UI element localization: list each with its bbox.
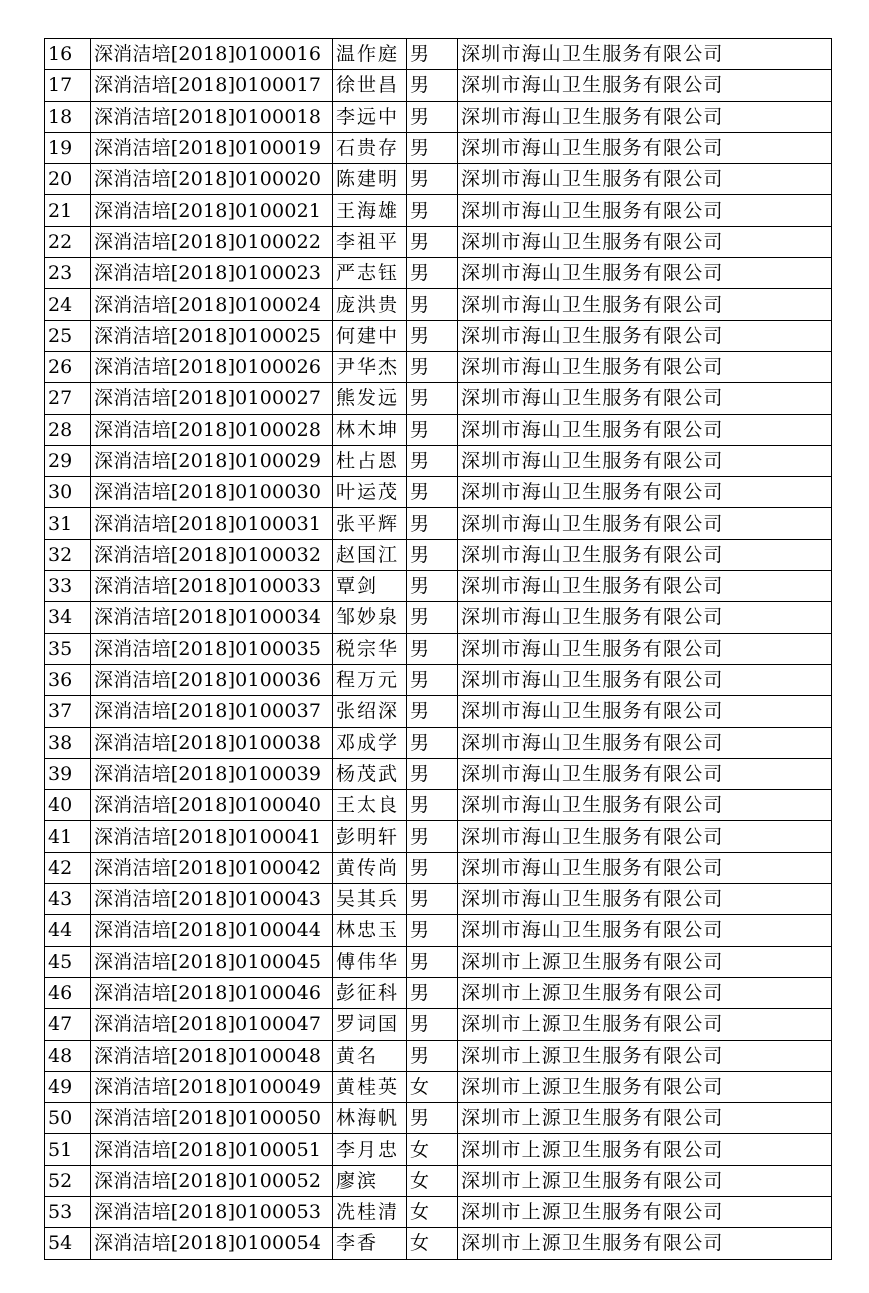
certificate-number-cell: 深消洁培[2018]0100028 bbox=[91, 414, 333, 445]
table-row bbox=[45, 571, 832, 602]
table-row bbox=[45, 383, 832, 414]
gender-cell: 男 bbox=[407, 1103, 458, 1134]
certificate-number-cell: 深消洁培[2018]0100037 bbox=[91, 696, 333, 727]
certificate-number-cell: 深消洁培[2018]0100051 bbox=[91, 1134, 333, 1165]
company-name-cell: 深圳市海山卫生服务有限公司 bbox=[458, 289, 832, 320]
row-number-cell: 52 bbox=[45, 1165, 91, 1196]
company-name-cell: 深圳市海山卫生服务有限公司 bbox=[458, 164, 832, 195]
gender-cell: 男 bbox=[407, 915, 458, 946]
certificate-number-cell: 深消洁培[2018]0100016 bbox=[91, 39, 333, 70]
gender-cell: 男 bbox=[407, 445, 458, 476]
company-name-cell: 深圳市海山卫生服务有限公司 bbox=[458, 258, 832, 289]
gender-cell: 女 bbox=[407, 1196, 458, 1227]
gender-cell: 男 bbox=[407, 727, 458, 758]
gender-cell: 男 bbox=[407, 477, 458, 508]
gender-cell: 男 bbox=[407, 977, 458, 1008]
row-number-cell: 53 bbox=[45, 1196, 91, 1227]
gender-cell: 男 bbox=[407, 852, 458, 883]
person-name-cell: 叶运茂 bbox=[333, 477, 407, 508]
company-name-cell: 深圳市海山卫生服务有限公司 bbox=[458, 383, 832, 414]
company-name-cell: 深圳市海山卫生服务有限公司 bbox=[458, 101, 832, 132]
certificate-number-cell: 深消洁培[2018]0100044 bbox=[91, 915, 333, 946]
row-number-cell: 17 bbox=[45, 70, 91, 101]
certificate-number-cell: 深消洁培[2018]0100034 bbox=[91, 602, 333, 633]
gender-cell: 女 bbox=[407, 1165, 458, 1196]
person-name-cell: 杜占恩 bbox=[333, 445, 407, 476]
company-name-cell: 深圳市海山卫生服务有限公司 bbox=[458, 414, 832, 445]
certificate-number-cell: 深消洁培[2018]0100021 bbox=[91, 195, 333, 226]
row-number-cell: 39 bbox=[45, 758, 91, 789]
company-name-cell: 深圳市海山卫生服务有限公司 bbox=[458, 195, 832, 226]
company-name-cell: 深圳市海山卫生服务有限公司 bbox=[458, 696, 832, 727]
person-name-cell: 黄桂英 bbox=[333, 1071, 407, 1102]
person-name-cell: 廖滨 bbox=[333, 1165, 407, 1196]
person-name-cell: 税宗华 bbox=[333, 633, 407, 664]
certificate-number-cell: 深消洁培[2018]0100030 bbox=[91, 477, 333, 508]
company-name-cell: 深圳市上源卫生服务有限公司 bbox=[458, 1009, 832, 1040]
table-row bbox=[45, 101, 832, 132]
certificate-number-cell: 深消洁培[2018]0100032 bbox=[91, 539, 333, 570]
person-name-cell: 邹妙泉 bbox=[333, 602, 407, 633]
row-number-cell: 16 bbox=[45, 39, 91, 70]
gender-cell: 男 bbox=[407, 602, 458, 633]
certificate-number-cell: 深消洁培[2018]0100045 bbox=[91, 946, 333, 977]
person-name-cell: 林忠玉 bbox=[333, 915, 407, 946]
certificate-number-cell: 深消洁培[2018]0100019 bbox=[91, 132, 333, 163]
table-row bbox=[45, 1009, 832, 1040]
certificate-number-cell: 深消洁培[2018]0100039 bbox=[91, 758, 333, 789]
gender-cell: 男 bbox=[407, 101, 458, 132]
table-row bbox=[45, 1134, 832, 1165]
row-number-cell: 18 bbox=[45, 101, 91, 132]
certificate-number-cell: 深消洁培[2018]0100038 bbox=[91, 727, 333, 758]
table-row bbox=[45, 414, 832, 445]
table-row bbox=[45, 1196, 832, 1227]
gender-cell: 男 bbox=[407, 70, 458, 101]
table-row bbox=[45, 164, 832, 195]
row-number-cell: 31 bbox=[45, 508, 91, 539]
certificate-number-cell: 深消洁培[2018]0100042 bbox=[91, 852, 333, 883]
row-number-cell: 26 bbox=[45, 351, 91, 382]
certificate-number-cell: 深消洁培[2018]0100036 bbox=[91, 664, 333, 695]
row-number-cell: 42 bbox=[45, 852, 91, 883]
company-name-cell: 深圳市海山卫生服务有限公司 bbox=[458, 445, 832, 476]
certificate-number-cell: 深消洁培[2018]0100043 bbox=[91, 884, 333, 915]
gender-cell: 男 bbox=[407, 320, 458, 351]
person-name-cell: 彭征科 bbox=[333, 977, 407, 1008]
row-number-cell: 32 bbox=[45, 539, 91, 570]
person-name-cell: 黄传尚 bbox=[333, 852, 407, 883]
person-name-cell: 徐世昌 bbox=[333, 70, 407, 101]
person-name-cell: 王海雄 bbox=[333, 195, 407, 226]
certificate-number-cell: 深消洁培[2018]0100018 bbox=[91, 101, 333, 132]
certificate-number-cell: 深消洁培[2018]0100024 bbox=[91, 289, 333, 320]
table-row bbox=[45, 1228, 832, 1259]
gender-cell: 男 bbox=[407, 884, 458, 915]
gender-cell: 男 bbox=[407, 195, 458, 226]
certificate-number-cell: 深消洁培[2018]0100049 bbox=[91, 1071, 333, 1102]
certificate-number-cell: 深消洁培[2018]0100022 bbox=[91, 226, 333, 257]
company-name-cell: 深圳市上源卫生服务有限公司 bbox=[458, 1071, 832, 1102]
person-name-cell: 邓成学 bbox=[333, 727, 407, 758]
gender-cell: 男 bbox=[407, 1040, 458, 1071]
gender-cell: 女 bbox=[407, 1228, 458, 1259]
company-name-cell: 深圳市上源卫生服务有限公司 bbox=[458, 1196, 832, 1227]
row-number-cell: 49 bbox=[45, 1071, 91, 1102]
person-name-cell: 彭明轩 bbox=[333, 821, 407, 852]
gender-cell: 男 bbox=[407, 164, 458, 195]
table-row bbox=[45, 132, 832, 163]
person-name-cell: 赵国江 bbox=[333, 539, 407, 570]
company-name-cell: 深圳市海山卫生服务有限公司 bbox=[458, 571, 832, 602]
company-name-cell: 深圳市海山卫生服务有限公司 bbox=[458, 132, 832, 163]
table-row bbox=[45, 633, 832, 664]
certificate-number-cell: 深消洁培[2018]0100052 bbox=[91, 1165, 333, 1196]
person-name-cell: 李香 bbox=[333, 1228, 407, 1259]
row-number-cell: 44 bbox=[45, 915, 91, 946]
company-name-cell: 深圳市海山卫生服务有限公司 bbox=[458, 39, 832, 70]
gender-cell: 男 bbox=[407, 508, 458, 539]
table-row bbox=[45, 1103, 832, 1134]
row-number-cell: 47 bbox=[45, 1009, 91, 1040]
row-number-cell: 37 bbox=[45, 696, 91, 727]
table-row bbox=[45, 977, 832, 1008]
table-row bbox=[45, 289, 832, 320]
table-row bbox=[45, 696, 832, 727]
gender-cell: 男 bbox=[407, 696, 458, 727]
row-number-cell: 25 bbox=[45, 320, 91, 351]
person-name-cell: 温作庭 bbox=[333, 39, 407, 70]
company-name-cell: 深圳市上源卫生服务有限公司 bbox=[458, 977, 832, 1008]
table-row bbox=[45, 884, 832, 915]
row-number-cell: 24 bbox=[45, 289, 91, 320]
person-name-cell: 张绍深 bbox=[333, 696, 407, 727]
certificate-number-cell: 深消洁培[2018]0100048 bbox=[91, 1040, 333, 1071]
row-number-cell: 20 bbox=[45, 164, 91, 195]
person-name-cell: 王太良 bbox=[333, 790, 407, 821]
person-name-cell: 熊发远 bbox=[333, 383, 407, 414]
company-name-cell: 深圳市海山卫生服务有限公司 bbox=[458, 758, 832, 789]
table-row bbox=[45, 445, 832, 476]
person-name-cell: 李远中 bbox=[333, 101, 407, 132]
table-row bbox=[45, 539, 832, 570]
table-row bbox=[45, 821, 832, 852]
person-name-cell: 李月忠 bbox=[333, 1134, 407, 1165]
company-name-cell: 深圳市海山卫生服务有限公司 bbox=[458, 852, 832, 883]
table-row bbox=[45, 226, 832, 257]
person-name-cell: 林木坤 bbox=[333, 414, 407, 445]
gender-cell: 男 bbox=[407, 39, 458, 70]
company-name-cell: 深圳市海山卫生服务有限公司 bbox=[458, 633, 832, 664]
table-row bbox=[45, 477, 832, 508]
row-number-cell: 43 bbox=[45, 884, 91, 915]
table-row bbox=[45, 915, 832, 946]
company-name-cell: 深圳市海山卫生服务有限公司 bbox=[458, 821, 832, 852]
gender-cell: 男 bbox=[407, 571, 458, 602]
certificate-number-cell: 深消洁培[2018]0100047 bbox=[91, 1009, 333, 1040]
gender-cell: 男 bbox=[407, 821, 458, 852]
row-number-cell: 54 bbox=[45, 1228, 91, 1259]
table-row bbox=[45, 727, 832, 758]
certificate-roster-table bbox=[44, 38, 832, 1260]
certificate-number-cell: 深消洁培[2018]0100053 bbox=[91, 1196, 333, 1227]
row-number-cell: 22 bbox=[45, 226, 91, 257]
row-number-cell: 36 bbox=[45, 664, 91, 695]
roster-body bbox=[45, 39, 832, 1260]
company-name-cell: 深圳市海山卫生服务有限公司 bbox=[458, 539, 832, 570]
certificate-number-cell: 深消洁培[2018]0100017 bbox=[91, 70, 333, 101]
certificate-number-cell: 深消洁培[2018]0100025 bbox=[91, 320, 333, 351]
gender-cell: 男 bbox=[407, 351, 458, 382]
table-row bbox=[45, 946, 832, 977]
table-row bbox=[45, 1165, 832, 1196]
person-name-cell: 覃剑 bbox=[333, 571, 407, 602]
table-row bbox=[45, 320, 832, 351]
person-name-cell: 尹华杰 bbox=[333, 351, 407, 382]
row-number-cell: 35 bbox=[45, 633, 91, 664]
certificate-number-cell: 深消洁培[2018]0100035 bbox=[91, 633, 333, 664]
certificate-number-cell: 深消洁培[2018]0100054 bbox=[91, 1228, 333, 1259]
gender-cell: 男 bbox=[407, 226, 458, 257]
person-name-cell: 林海帆 bbox=[333, 1103, 407, 1134]
gender-cell: 男 bbox=[407, 758, 458, 789]
row-number-cell: 40 bbox=[45, 790, 91, 821]
row-number-cell: 51 bbox=[45, 1134, 91, 1165]
gender-cell: 女 bbox=[407, 1071, 458, 1102]
certificate-number-cell: 深消洁培[2018]0100020 bbox=[91, 164, 333, 195]
row-number-cell: 38 bbox=[45, 727, 91, 758]
certificate-number-cell: 深消洁培[2018]0100033 bbox=[91, 571, 333, 602]
row-number-cell: 28 bbox=[45, 414, 91, 445]
person-name-cell: 庞洪贵 bbox=[333, 289, 407, 320]
company-name-cell: 深圳市上源卫生服务有限公司 bbox=[458, 1103, 832, 1134]
table-row bbox=[45, 70, 832, 101]
person-name-cell: 陈建明 bbox=[333, 164, 407, 195]
certificate-number-cell: 深消洁培[2018]0100046 bbox=[91, 977, 333, 1008]
company-name-cell: 深圳市海山卫生服务有限公司 bbox=[458, 884, 832, 915]
certificate-number-cell: 深消洁培[2018]0100040 bbox=[91, 790, 333, 821]
row-number-cell: 50 bbox=[45, 1103, 91, 1134]
row-number-cell: 30 bbox=[45, 477, 91, 508]
company-name-cell: 深圳市海山卫生服务有限公司 bbox=[458, 790, 832, 821]
row-number-cell: 27 bbox=[45, 383, 91, 414]
table-row bbox=[45, 1071, 832, 1102]
certificate-number-cell: 深消洁培[2018]0100050 bbox=[91, 1103, 333, 1134]
certificate-number-cell: 深消洁培[2018]0100023 bbox=[91, 258, 333, 289]
gender-cell: 男 bbox=[407, 1009, 458, 1040]
row-number-cell: 46 bbox=[45, 977, 91, 1008]
person-name-cell: 傅伟华 bbox=[333, 946, 407, 977]
company-name-cell: 深圳市海山卫生服务有限公司 bbox=[458, 70, 832, 101]
person-name-cell: 严志钰 bbox=[333, 258, 407, 289]
certificate-number-cell: 深消洁培[2018]0100026 bbox=[91, 351, 333, 382]
table-row bbox=[45, 508, 832, 539]
gender-cell: 男 bbox=[407, 790, 458, 821]
company-name-cell: 深圳市海山卫生服务有限公司 bbox=[458, 508, 832, 539]
company-name-cell: 深圳市海山卫生服务有限公司 bbox=[458, 664, 832, 695]
company-name-cell: 深圳市海山卫生服务有限公司 bbox=[458, 727, 832, 758]
table-row bbox=[45, 39, 832, 70]
certificate-number-cell: 深消洁培[2018]0100031 bbox=[91, 508, 333, 539]
row-number-cell: 29 bbox=[45, 445, 91, 476]
person-name-cell: 杨茂武 bbox=[333, 758, 407, 789]
row-number-cell: 19 bbox=[45, 132, 91, 163]
person-name-cell: 吴其兵 bbox=[333, 884, 407, 915]
person-name-cell: 罗词国 bbox=[333, 1009, 407, 1040]
row-number-cell: 41 bbox=[45, 821, 91, 852]
company-name-cell: 深圳市上源卫生服务有限公司 bbox=[458, 1228, 832, 1259]
table-row bbox=[45, 602, 832, 633]
table-row bbox=[45, 258, 832, 289]
table-row bbox=[45, 195, 832, 226]
row-number-cell: 21 bbox=[45, 195, 91, 226]
gender-cell: 男 bbox=[407, 946, 458, 977]
person-name-cell: 程万元 bbox=[333, 664, 407, 695]
company-name-cell: 深圳市海山卫生服务有限公司 bbox=[458, 351, 832, 382]
table-row bbox=[45, 1040, 832, 1071]
gender-cell: 男 bbox=[407, 289, 458, 320]
table-row bbox=[45, 790, 832, 821]
row-number-cell: 45 bbox=[45, 946, 91, 977]
person-name-cell: 冼桂清 bbox=[333, 1196, 407, 1227]
row-number-cell: 34 bbox=[45, 602, 91, 633]
certificate-number-cell: 深消洁培[2018]0100029 bbox=[91, 445, 333, 476]
gender-cell: 男 bbox=[407, 132, 458, 163]
gender-cell: 男 bbox=[407, 664, 458, 695]
gender-cell: 男 bbox=[407, 539, 458, 570]
gender-cell: 男 bbox=[407, 258, 458, 289]
certificate-number-cell: 深消洁培[2018]0100027 bbox=[91, 383, 333, 414]
row-number-cell: 23 bbox=[45, 258, 91, 289]
row-number-cell: 33 bbox=[45, 571, 91, 602]
person-name-cell: 何建中 bbox=[333, 320, 407, 351]
company-name-cell: 深圳市上源卫生服务有限公司 bbox=[458, 1165, 832, 1196]
gender-cell: 男 bbox=[407, 414, 458, 445]
company-name-cell: 深圳市海山卫生服务有限公司 bbox=[458, 915, 832, 946]
table-row bbox=[45, 758, 832, 789]
company-name-cell: 深圳市海山卫生服务有限公司 bbox=[458, 477, 832, 508]
company-name-cell: 深圳市上源卫生服务有限公司 bbox=[458, 1040, 832, 1071]
table-row bbox=[45, 664, 832, 695]
person-name-cell: 黄名 bbox=[333, 1040, 407, 1071]
person-name-cell: 石贵存 bbox=[333, 132, 407, 163]
table-row bbox=[45, 351, 832, 382]
company-name-cell: 深圳市海山卫生服务有限公司 bbox=[458, 226, 832, 257]
gender-cell: 男 bbox=[407, 633, 458, 664]
person-name-cell: 李祖平 bbox=[333, 226, 407, 257]
certificate-number-cell: 深消洁培[2018]0100041 bbox=[91, 821, 333, 852]
row-number-cell: 48 bbox=[45, 1040, 91, 1071]
company-name-cell: 深圳市上源卫生服务有限公司 bbox=[458, 1134, 832, 1165]
gender-cell: 男 bbox=[407, 383, 458, 414]
company-name-cell: 深圳市海山卫生服务有限公司 bbox=[458, 602, 832, 633]
company-name-cell: 深圳市海山卫生服务有限公司 bbox=[458, 320, 832, 351]
gender-cell: 女 bbox=[407, 1134, 458, 1165]
person-name-cell: 张平辉 bbox=[333, 508, 407, 539]
company-name-cell: 深圳市上源卫生服务有限公司 bbox=[458, 946, 832, 977]
table-row bbox=[45, 852, 832, 883]
